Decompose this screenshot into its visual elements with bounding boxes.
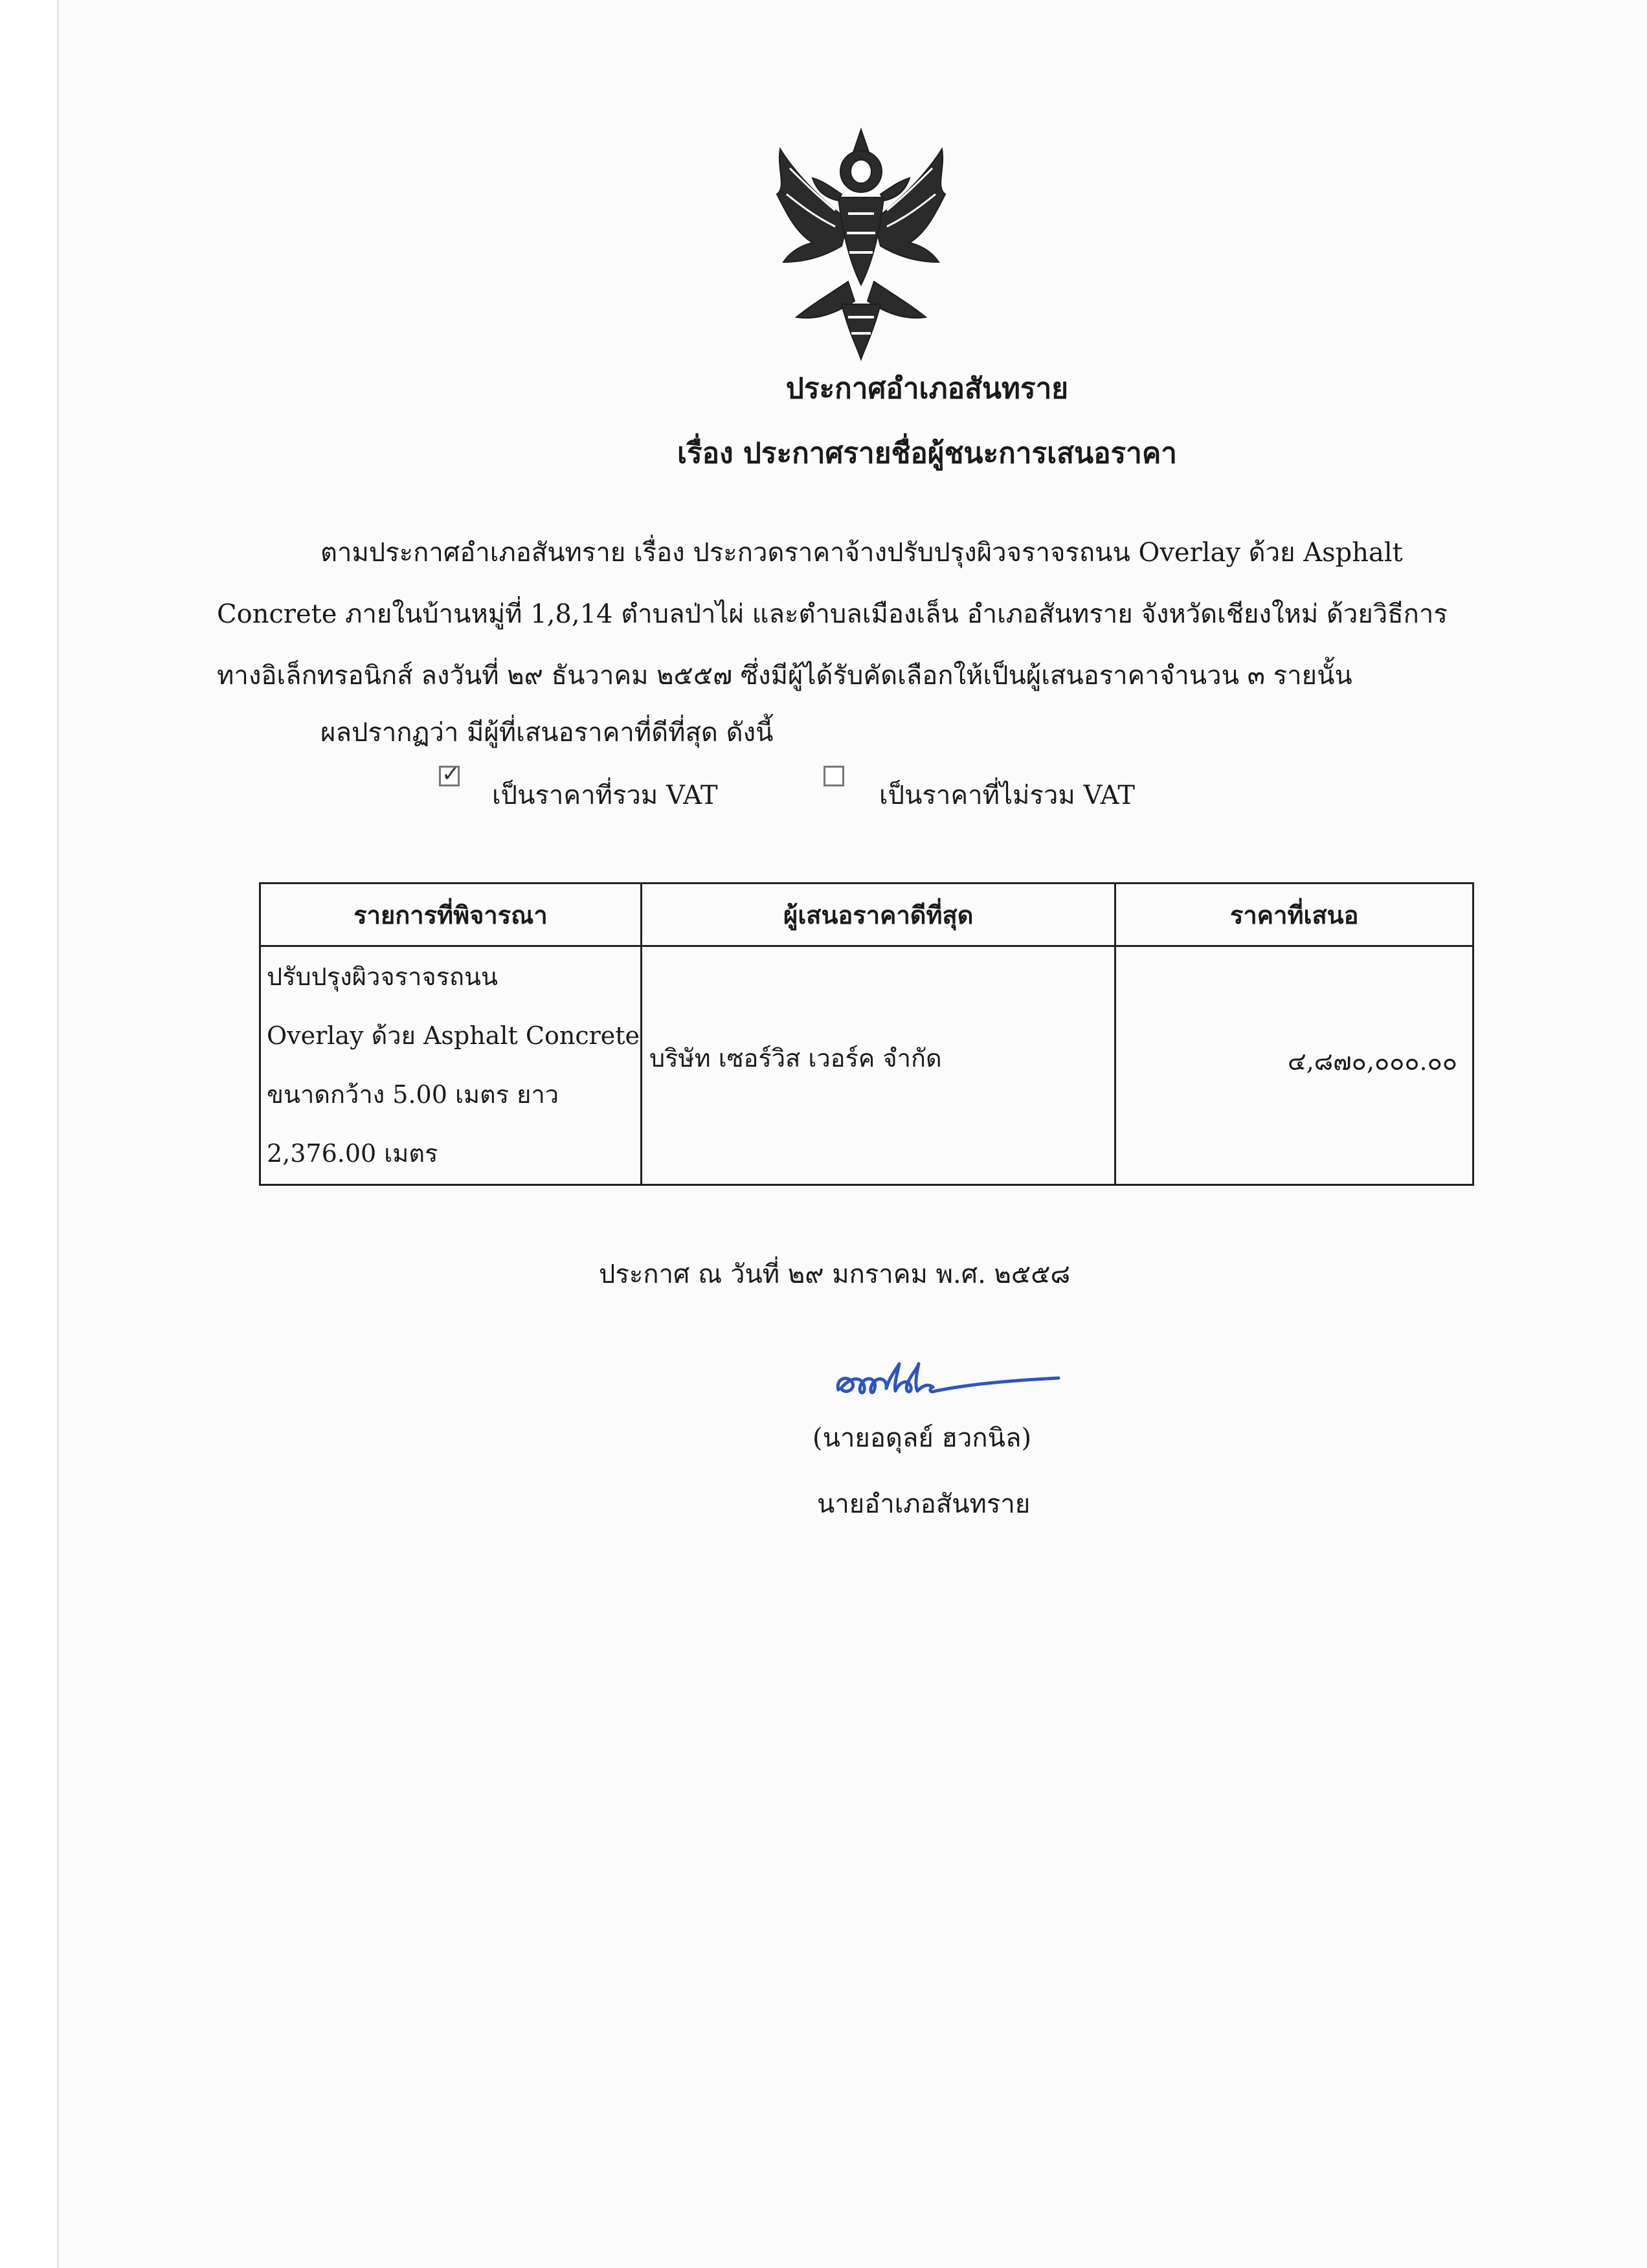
item-cell (260, 946, 642, 1185)
winner-cell (642, 946, 1115, 1185)
price-cell (1115, 946, 1473, 1185)
item-line-2: Overlay ด้วย Asphalt Concrete (267, 1021, 640, 1050)
vat-excluded-label: เป็นราคาที่ไม่รวม VAT (879, 781, 1135, 810)
vat-excluded-checkbox (824, 766, 844, 786)
signer-position: นายอำเภอสันทราย (817, 1489, 1031, 1519)
handwritten-signature (832, 1350, 1065, 1408)
body-line-4: ผลปรากฏว่า มีผู้ที่เสนอราคาที่ดีที่สุด ดังนี้ (320, 718, 774, 748)
body-line-3: ทางอิเล็กทรอนิกส์ ลงวันที่ ๒๙ ธันวาคม ๒๕๕๗ ซึ่งมีผู้ได้รับคัดเลือกให้เป็นผู้เสนอราคาจำนวน ๓ รายนั้น (217, 661, 1352, 691)
winner-name: บริษัท เซอร์วิส เวอร์ค จำกัด (649, 1044, 942, 1073)
item-line-1: ปรับปรุงผิวจราจรถนน (267, 962, 498, 991)
vat-included-checkbox (439, 766, 460, 786)
award-table (259, 882, 1474, 1186)
body-line-1: ตามประกาศอำเภอสันทราย เรื่อง ประกวดราคาจ้างปรับปรุงผิวจราจรถนน Overlay ด้วย Asphalt (320, 538, 1403, 568)
garuda-emblem (751, 123, 971, 362)
announce-date: ประกาศ ณ วันที่ ๒๙ มกราคม พ.ศ. ๒๕๕๘ (599, 1260, 1071, 1289)
offered-price: ๔,๘๗๐,๐๐๐.๐๐ (1287, 1047, 1457, 1076)
header-price: ราคาที่เสนอ (1115, 884, 1473, 946)
vat-included-label: เป็นราคาที่รวม VAT (492, 781, 718, 810)
header-winner: ผู้เสนอราคาดีที่สุด (642, 884, 1115, 946)
table-header-row (260, 884, 1473, 946)
item-line-3: ขนาดกว้าง 5.00 เมตร ยาว (267, 1080, 559, 1109)
scan-edge (0, 0, 59, 2268)
header-item: รายการที่พิจารณา (260, 884, 642, 946)
table-row (260, 946, 1473, 1185)
announcement-subject: เรื่อง ประกาศรายชื่อผู้ชนะการเสนอราคา (677, 437, 1177, 470)
announcement-title: ประกาศอำเภอสันทราย (785, 372, 1069, 405)
body-line-2: Concrete ภายในบ้านหมู่ที่ 1,8,14 ตำบลป่าไผ่ และตำบลเมืองเล็น อำเภอสันทราย จังหวัดเชียงใหม่ ด้วยวิธีการ (217, 599, 1448, 629)
item-line-4: 2,376.00 เมตร (267, 1139, 438, 1168)
signer-name: (นายอดุลย์ ฮวกนิล) (812, 1423, 1032, 1453)
